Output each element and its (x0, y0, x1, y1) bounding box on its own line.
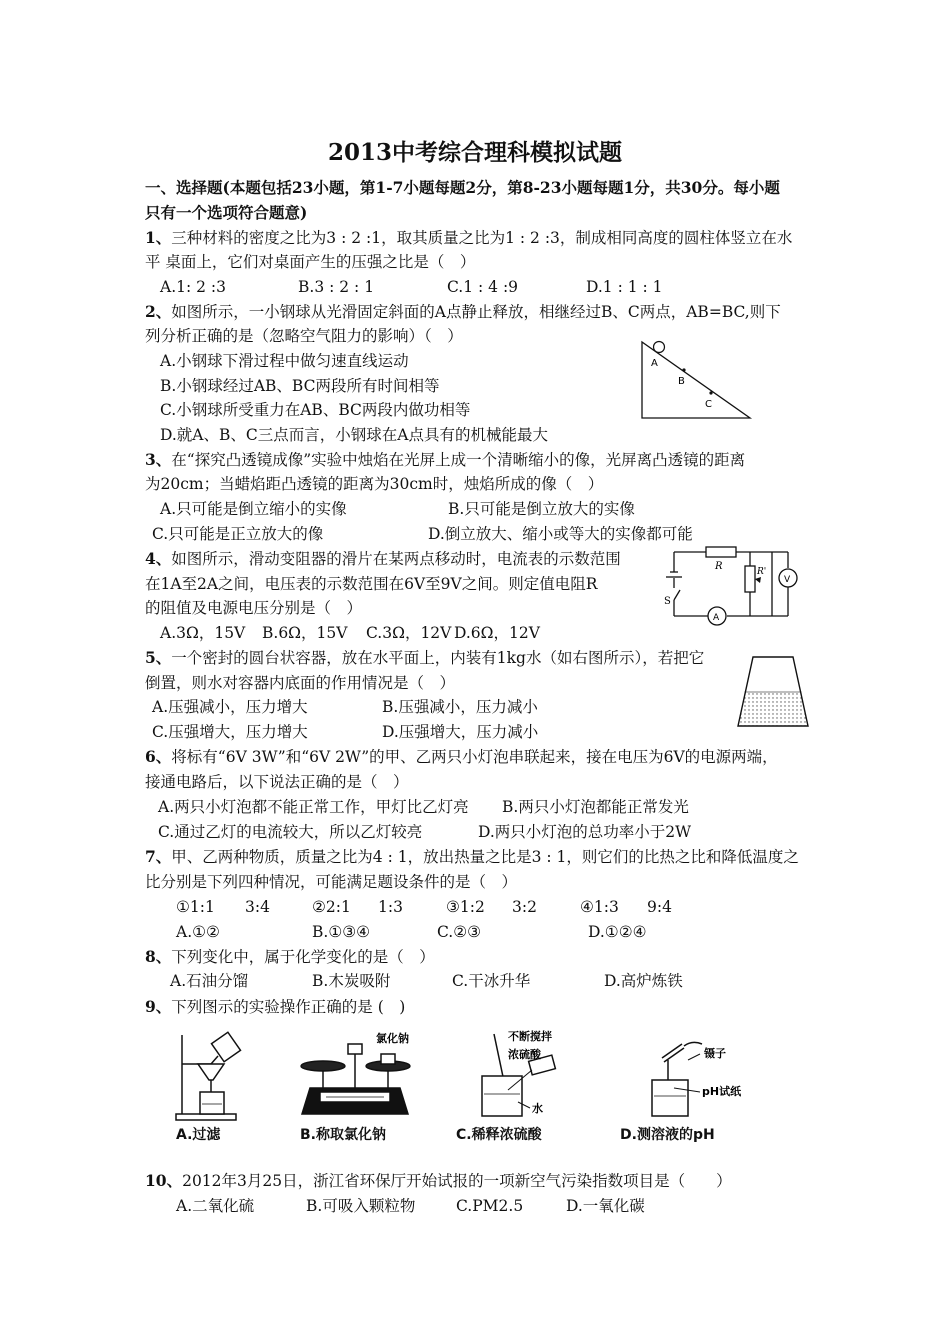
q8-option-d: D.高炉炼铁 (604, 972, 683, 990)
section-header-line-1: 一、选择题(本题包括23小题，第1-7小题每题2分，第8-23小题每题1分，共30分。每小题 (145, 178, 780, 197)
q7-condition-2b: 1:3 (378, 898, 403, 916)
q9-caption-d: D.测溶液的pH (620, 1127, 715, 1143)
q4-stem-2: 在1A至2A之间，电压表的示数范围在6V至9V之间。则定值电阻R (145, 575, 598, 593)
q4-stem-3: 的阻值及电源电压分别是（ ） (145, 599, 363, 617)
q9-caption-b: B.称取氯化钠 (300, 1127, 386, 1143)
q4-option-d: D.6Ω，12V (454, 624, 540, 642)
label-c: C (705, 399, 712, 410)
ph-test-figure (628, 1030, 758, 1122)
label-a: A (651, 358, 658, 369)
q7-option-d: D.①②④ (588, 923, 647, 941)
q5-option-a: A.压强减小，压力增大 (152, 698, 308, 716)
q7-option-b: B.①③④ (312, 923, 371, 941)
circuit-figure (660, 544, 800, 636)
q4-option-b: B.6Ω，15V (262, 624, 348, 642)
q7-condition-3a: ③1:2 (446, 898, 485, 916)
label-s: S (664, 596, 671, 607)
q5-stem-1: 5、一个密封的圆台状容器，放在水平面上，内装有1kg水（如右图所示），若把它 (145, 648, 705, 667)
q3-option-a: A.只可能是倒立缩小的实像 (160, 500, 347, 518)
q5-option-b: B.压强减小，压力减小 (382, 698, 538, 716)
label-sodium-chloride: 氯化钠 (376, 1032, 409, 1045)
q7-condition-2a: ②2:1 (312, 898, 351, 916)
q10-option-a: A.二氧化硫 (176, 1197, 255, 1215)
q7-condition-3b: 3:2 (512, 898, 537, 916)
label-conc-sulfuric-acid: 浓硫酸 (508, 1048, 541, 1061)
balance-figure (296, 1030, 414, 1122)
q3-option-b: B.只可能是倒立放大的实像 (448, 500, 635, 518)
q3-option-c: C.只可能是正立放大的像 (152, 525, 324, 543)
q3-stem-1: 3、在“探究凸透镜成像”实验中烛焰在光屏上成一个清晰缩小的像，光屏离凸透镜的距离 (145, 450, 746, 469)
q6-option-a: A.两只小灯泡都不能正常工作，甲灯比乙灯亮 (158, 798, 469, 816)
q8-option-c: C.干冰升华 (452, 972, 531, 990)
label-tweezers: 镊子 (704, 1047, 726, 1060)
label-b: B (678, 376, 685, 387)
incline-figure (638, 338, 754, 420)
q2-stem-1: 2、如图所示，一小钢球从光滑固定斜面的A点静止释放，相继经过B、C两点，AB=BC,则下 (145, 302, 781, 321)
q1-option-c: C.1 : 4 :9 (447, 278, 519, 296)
q9-caption-a: A.过滤 (176, 1127, 221, 1143)
q2-option-d: D.就A、B、C三点而言，小钢球在A点具有的机械能最大 (160, 426, 548, 444)
q2-option-b: B.小钢球经过AB、BC两段所有时间相等 (160, 377, 440, 395)
label-ph-paper: pH试纸 (702, 1085, 742, 1098)
q1-stem-1: 1、三种材料的密度之比为3 : 2 :1，取其质量之比为1 : 2 :3，制成相同高度的圆柱体竖立在水 (145, 228, 793, 247)
label-a: A (713, 613, 720, 623)
q8-option-b: B.木炭吸附 (312, 972, 391, 990)
q5-option-c: C.压强增大，压力增大 (152, 723, 308, 741)
q1-option-b: B.3 : 2 : 1 (298, 278, 375, 296)
q4-option-c: C.3Ω，12V (366, 624, 452, 642)
q7-stem-2: 比分别是下列四种情况，可能满足题设条件的是（ ） (145, 873, 518, 891)
q1-stem-2: 平 桌面上，它们对桌面产生的压强之比是（ ） (145, 253, 476, 271)
q1-option-a: A.1: 2 :3 (160, 278, 227, 296)
q9-caption-c: C.稀释浓硫酸 (456, 1127, 542, 1143)
dilution-figure (452, 1030, 582, 1122)
q2-option-a: A.小钢球下滑过程中做匀速直线运动 (160, 352, 409, 370)
q6-option-c: C.通过乙灯的电流较大，所以乙灯较亮 (158, 823, 423, 841)
label-v: V (784, 575, 791, 585)
q7-condition-4b: 9:4 (647, 898, 672, 916)
q7-option-a: A.①② (176, 923, 220, 941)
q7-condition-1a: ①1:1 (176, 898, 215, 916)
label-r: R (715, 561, 723, 572)
q8-option-a: A.石油分馏 (170, 972, 249, 990)
q7-condition-4a: ④1:3 (580, 898, 619, 916)
label-r-prime: R' (757, 567, 767, 577)
q10-stem: 10、2012年3月25日，浙江省环保厅开始试报的一项新空气污染指数项目是（ ） (145, 1171, 732, 1190)
q1-option-d: D.1 : 1 : 1 (586, 278, 663, 296)
q4-stem-1: 4、如图所示，滑动变阻器的滑片在某两点移动时，电流表的示数范围 (145, 549, 621, 568)
q6-stem-1: 6、将标有“6V 3W”和“6V 2W”的甲、乙两只小灯泡串联起来，接在电压为6V的电源两端， (145, 747, 778, 766)
q7-stem-1: 7、甲、乙两种物质，质量之比为4 : 1，放出热量之比是3 : 1，则它们的比热之比和降低温度之 (145, 847, 799, 866)
page-title: 2013中考综合理科模拟试题 (327, 139, 622, 166)
q10-option-d: D.一氧化碳 (566, 1197, 645, 1215)
q2-option-c: C.小钢球所受重力在AB、BC两段内做功相等 (160, 401, 471, 419)
q6-option-b: B.两只小灯泡都能正常发光 (502, 798, 689, 816)
q3-stem-2: 为20cm；当蜡焰距凸透镜的距离为30cm时，烛焰所成的像（ ） (145, 475, 604, 493)
q5-stem-2: 倒置，则水对容器内底面的作用情况是（ ） (145, 674, 456, 692)
label-water: 水 (532, 1102, 543, 1115)
q2-stem-2: 列分析正确的是（忽略空气阻力的影响）（ ） (145, 327, 463, 345)
steel-ball (654, 342, 665, 353)
label-keep-stirring: 不断搅拌 (508, 1030, 552, 1043)
q10-option-c: C.PM2.5 (456, 1197, 524, 1215)
q6-option-d: D.两只小灯泡的总功率小于2W (478, 823, 692, 841)
water-fill (738, 692, 808, 726)
q10-option-b: B.可吸入颗粒物 (306, 1197, 416, 1215)
section-header-line-2: 只有一个选项符合题意) (145, 203, 308, 222)
q4-option-a: A.3Ω，15V (160, 624, 246, 642)
q3-option-d: D.倒立放大、缩小或等大的实像都可能 (428, 525, 693, 543)
q6-stem-2: 接通电路后，以下说法正确的是（ ） (145, 773, 409, 791)
filtration-figure (172, 1030, 250, 1122)
q7-condition-1b: 3:4 (245, 898, 270, 916)
q8-stem: 8、下列变化中，属于化学变化的是（ ） (145, 947, 435, 966)
q7-option-c: C.②③ (437, 923, 482, 941)
q9-stem: 9、下列图示的实验操作正确的是 ( ) (145, 997, 406, 1016)
frustum-container-figure (735, 652, 811, 730)
q5-option-d: D.压强增大，压力减小 (382, 723, 539, 741)
